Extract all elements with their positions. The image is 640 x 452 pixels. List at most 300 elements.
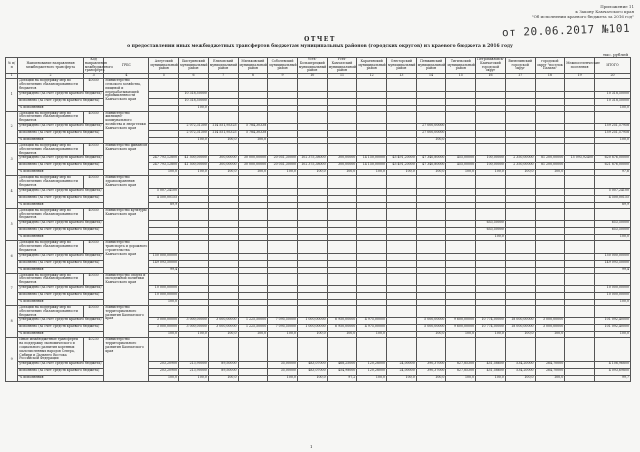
empty-cell xyxy=(268,143,298,155)
value-cell xyxy=(238,253,268,260)
value-cell: 10 774,00000 xyxy=(476,318,506,325)
value-cell: 5 000,00000 xyxy=(416,325,446,332)
value-cell xyxy=(208,98,238,105)
section-grbs: Министерство финансов Камчатского края xyxy=(104,143,149,175)
value-cell xyxy=(208,188,238,195)
row-label: исполнено (за счет средств краевого бюджета) xyxy=(18,369,104,376)
value-cell: 45 491,20000 xyxy=(387,163,417,170)
value-cell xyxy=(268,130,298,137)
empty-cell xyxy=(565,208,595,220)
value-cell xyxy=(327,130,357,137)
value-cell: 5 784,30338 xyxy=(238,123,268,130)
value-cell xyxy=(446,98,476,105)
value-cell xyxy=(149,130,179,137)
value-cell xyxy=(238,91,268,98)
value-cell: 3 000,00000 xyxy=(535,325,565,332)
value-cell xyxy=(268,188,298,195)
value-cell: 100,0 xyxy=(268,376,298,382)
value-cell xyxy=(565,91,595,98)
value-cell: 100,0 xyxy=(179,170,209,176)
appendix-line: Приложение 11 xyxy=(600,4,634,9)
empty-cell xyxy=(357,208,387,220)
empty-cell xyxy=(297,305,327,317)
row-label: % исполнения xyxy=(18,235,104,241)
value-cell xyxy=(446,228,476,235)
value-cell xyxy=(238,369,268,376)
value-cell xyxy=(357,130,387,137)
section-header-row xyxy=(6,111,631,123)
section-code: 40030 xyxy=(83,143,103,155)
empty-cell xyxy=(238,338,268,362)
empty-cell xyxy=(238,208,268,220)
section-number: 9 xyxy=(6,338,18,382)
empty-cell xyxy=(387,241,417,253)
value-cell xyxy=(238,188,268,195)
value-cell: 100,0 xyxy=(179,332,209,338)
value-cell xyxy=(535,130,565,137)
value-cell xyxy=(357,195,387,202)
value-cell xyxy=(565,195,595,202)
value-cell xyxy=(357,253,387,260)
empty-cell xyxy=(505,241,535,253)
section-number: 6 xyxy=(6,241,18,273)
value-cell: 100,0 xyxy=(476,376,506,382)
empty-cell xyxy=(297,176,327,188)
table-body xyxy=(6,79,631,382)
value-cell: 114 551,95325 xyxy=(208,123,238,130)
value-cell xyxy=(238,221,268,228)
value-cell xyxy=(179,195,209,202)
value-cell: 9 600,00000 xyxy=(446,325,476,332)
value-cell: 100,0 xyxy=(208,137,238,143)
value-cell: 300,00000 xyxy=(208,156,238,163)
section-header-row xyxy=(6,176,631,188)
value-cell: 7 095,50000 xyxy=(268,318,298,325)
value-cell: 100,0 xyxy=(476,332,506,338)
value-cell: 100,0 xyxy=(476,235,506,241)
row-label: % исполнения xyxy=(18,105,104,111)
value-cell xyxy=(327,253,357,260)
empty-cell xyxy=(149,208,179,220)
section-number: 3 xyxy=(6,143,18,175)
value-cell: 30 000,00000 xyxy=(238,156,268,163)
empty-cell xyxy=(208,273,238,285)
table-header-row xyxy=(6,58,631,74)
empty-cell xyxy=(238,273,268,285)
value-cell xyxy=(505,285,535,292)
column-number: 12 xyxy=(357,74,387,79)
column-number: 1 xyxy=(6,74,18,79)
value-cell xyxy=(268,221,298,228)
column-header: Алеутский муниципальный район xyxy=(149,58,179,74)
value-cell xyxy=(387,253,417,260)
empty-cell xyxy=(416,338,446,362)
value-cell xyxy=(416,188,446,195)
value-cell xyxy=(327,91,357,98)
value-cell xyxy=(505,195,535,202)
empty-cell xyxy=(179,143,209,155)
value-cell: 4 500,00155 xyxy=(149,195,179,202)
empty-cell xyxy=(446,273,476,285)
column-header: Усть-Камчатский муниципальный район xyxy=(328,57,356,73)
value-cell xyxy=(238,285,268,292)
empty-cell xyxy=(594,208,630,220)
value-cell xyxy=(268,123,298,130)
value-cell: 483,07000 xyxy=(297,369,327,376)
value-cell: 100,0 xyxy=(416,332,446,338)
row-label: % исполнения xyxy=(18,299,104,305)
column-number: 20 xyxy=(594,74,630,79)
empty-cell xyxy=(446,241,476,253)
value-cell: 2 072,31300 xyxy=(179,130,209,137)
empty-cell xyxy=(416,176,446,188)
empty-cell xyxy=(535,273,565,285)
section-name: Дотации на поддержку мер по обеспечению сбалансированности бюджетов xyxy=(18,79,84,91)
empty-cell xyxy=(416,241,446,253)
value-cell: 100,0 xyxy=(476,170,506,176)
empty-cell xyxy=(565,111,595,123)
value-cell: 10 318,50000 xyxy=(594,98,630,105)
value-cell: 100,0 xyxy=(594,299,630,305)
empty-cell xyxy=(387,111,417,123)
value-cell: 159 251,57958 xyxy=(594,123,630,130)
value-cell xyxy=(505,188,535,195)
value-cell: 264,70000 xyxy=(535,369,565,376)
value-cell: 10 000,00000 xyxy=(149,292,179,299)
table-row xyxy=(6,228,631,235)
value-cell xyxy=(297,221,327,228)
value-cell xyxy=(268,285,298,292)
value-cell xyxy=(149,228,179,235)
value-cell: 35,00000 xyxy=(268,362,298,369)
column-number: 19 xyxy=(565,74,595,79)
empty-cell xyxy=(297,208,327,220)
table-row xyxy=(6,376,631,382)
value-cell xyxy=(535,292,565,299)
value-cell xyxy=(565,362,595,369)
value-cell xyxy=(416,253,446,260)
value-cell: 47 340,80000 xyxy=(416,156,446,163)
value-cell xyxy=(327,285,357,292)
table-row xyxy=(6,123,631,130)
value-cell xyxy=(535,123,565,130)
value-cell: 653,50000 xyxy=(594,221,630,228)
value-cell: 390,37000 xyxy=(416,369,446,376)
value-cell: 1 000,00000 xyxy=(297,325,327,332)
section-grbs: Министерство спорта и молодежной политики Камчатского края xyxy=(104,273,149,305)
empty-cell xyxy=(357,79,387,91)
section-code: 40030 xyxy=(83,241,103,253)
empty-cell xyxy=(238,176,268,188)
value-cell xyxy=(505,221,535,228)
empty-cell xyxy=(594,111,630,123)
value-cell: 621 876,00000 xyxy=(594,163,630,170)
empty-cell xyxy=(357,143,387,155)
value-cell xyxy=(535,285,565,292)
empty-cell xyxy=(565,241,595,253)
value-cell: 6 950,00000 xyxy=(327,318,357,325)
row-label: утверждено (за счет средств краевого бюджета) xyxy=(18,188,104,195)
section-header-row xyxy=(6,273,631,285)
table-row xyxy=(6,98,631,105)
value-cell: 455,00000 xyxy=(446,163,476,170)
value-cell xyxy=(505,91,535,98)
value-cell: 24,00000 xyxy=(387,362,417,369)
empty-cell xyxy=(446,338,476,362)
empty-cell xyxy=(149,176,179,188)
appendix-line: "Об исполнении краевого бюджета за 2016 год" xyxy=(531,14,634,19)
value-cell xyxy=(238,362,268,369)
value-cell xyxy=(565,123,595,130)
section-number: 1 xyxy=(6,79,18,111)
appendix-note xyxy=(514,4,634,19)
table-row xyxy=(6,91,631,98)
section-name: Иные межбюджетные трансферты на поддержку экономического и социального развития коренных малочисленных народов Севера, Сибири и Дальнего Востока Российской Федерации xyxy=(18,338,84,362)
value-cell: 300,00000 xyxy=(327,163,357,170)
value-cell xyxy=(565,285,595,292)
empty-cell xyxy=(268,79,298,91)
value-cell: 4 975,00000 xyxy=(357,318,387,325)
empty-cell xyxy=(387,176,417,188)
value-cell: 653,50000 xyxy=(476,228,506,235)
value-cell xyxy=(565,98,595,105)
empty-cell xyxy=(594,176,630,188)
value-cell xyxy=(357,188,387,195)
value-cell: 100,0 xyxy=(297,332,327,338)
value-cell xyxy=(238,228,268,235)
value-cell: 100,0 xyxy=(594,235,630,241)
value-cell: 534,20000 xyxy=(505,369,535,376)
empty-cell xyxy=(416,111,446,123)
empty-cell xyxy=(297,273,327,285)
row-label: % исполнения xyxy=(18,170,104,176)
page-number: 1 xyxy=(310,444,313,449)
value-cell xyxy=(416,228,446,235)
empty-cell xyxy=(327,208,357,220)
empty-cell xyxy=(149,79,179,91)
value-cell: 99,4 xyxy=(594,267,630,273)
value-cell xyxy=(565,163,595,170)
value-cell: 7 095,50000 xyxy=(268,325,298,332)
section-number: 4 xyxy=(6,176,18,208)
value-cell xyxy=(179,221,209,228)
section-header-row xyxy=(6,241,631,253)
empty-cell xyxy=(238,305,268,317)
value-cell xyxy=(565,253,595,260)
value-cell: 100,0 xyxy=(535,332,565,338)
value-cell xyxy=(416,221,446,228)
value-cell: 100,0 xyxy=(416,376,446,382)
value-cell: 100,0 xyxy=(208,332,238,338)
value-cell xyxy=(446,91,476,98)
value-cell xyxy=(387,91,417,98)
empty-cell xyxy=(149,111,179,123)
column-number: 16 xyxy=(476,74,506,79)
value-cell xyxy=(446,292,476,299)
report-table xyxy=(5,57,631,382)
column-number: 9 xyxy=(268,74,298,79)
value-cell: 100,0 xyxy=(594,105,630,111)
empty-cell xyxy=(268,241,298,253)
value-cell: 102 375,38000 xyxy=(297,163,327,170)
empty-cell xyxy=(268,305,298,317)
value-cell: 1 000,00000 xyxy=(297,318,327,325)
empty-cell xyxy=(268,273,298,285)
value-cell: 2 072,31300 xyxy=(179,123,209,130)
value-cell: 3 000,00000 xyxy=(149,318,179,325)
empty-cell xyxy=(208,143,238,155)
value-cell: 89,9 xyxy=(149,202,179,208)
value-cell: 5 007,24100 xyxy=(149,188,179,195)
row-label: утверждено (за счет средств краевого бюджета) xyxy=(18,156,104,163)
empty-cell xyxy=(594,273,630,285)
value-cell: 99,7 xyxy=(594,376,630,382)
section-header-row xyxy=(6,338,631,362)
value-cell: 100,0 xyxy=(297,376,327,382)
value-cell: 100,0 xyxy=(179,137,209,143)
value-cell: 451,58600 xyxy=(476,369,506,376)
value-cell: 1 225,50000 xyxy=(238,318,268,325)
value-cell: 14 150,00000 xyxy=(357,163,387,170)
value-cell: 30 000,00000 xyxy=(238,163,268,170)
value-cell: 81 200,00000 xyxy=(535,163,565,170)
section-number: 5 xyxy=(6,208,18,240)
value-cell xyxy=(297,228,327,235)
column-number: 7 xyxy=(208,74,238,79)
value-cell xyxy=(535,260,565,267)
value-cell: 35,00000 xyxy=(268,369,298,376)
empty-cell xyxy=(387,79,417,91)
table-row xyxy=(6,188,631,195)
empty-cell xyxy=(535,143,565,155)
empty-cell xyxy=(505,338,535,362)
value-cell xyxy=(387,130,417,137)
value-cell xyxy=(327,188,357,195)
value-cell: 41 500,00000 xyxy=(179,156,209,163)
column-header: Быстринский муниципальный район xyxy=(179,58,209,74)
value-cell: 4 106,96800 xyxy=(594,362,630,369)
empty-cell xyxy=(565,338,595,362)
column-header: Код направления межбюджетного трансферта xyxy=(84,57,114,73)
value-cell xyxy=(327,221,357,228)
value-cell: 390,37000 xyxy=(416,362,446,369)
unit-label: тыс. рублей xyxy=(602,52,628,57)
document-title: ОТЧЕТ xyxy=(304,36,336,43)
value-cell xyxy=(476,123,506,130)
empty-cell xyxy=(565,79,595,91)
value-cell: 10 000,00000 xyxy=(594,292,630,299)
value-cell xyxy=(268,98,298,105)
value-cell xyxy=(565,130,595,137)
column-header: Мильковский муниципальный район xyxy=(238,58,268,74)
value-cell xyxy=(416,260,446,267)
empty-cell xyxy=(565,273,595,285)
value-cell: 20 051,30000 xyxy=(268,156,298,163)
empty-cell xyxy=(387,208,417,220)
value-cell: 10 318,50000 xyxy=(179,98,209,105)
value-cell xyxy=(357,123,387,130)
value-cell xyxy=(357,91,387,98)
section-header-row xyxy=(6,305,631,317)
section-code: 40030 xyxy=(83,176,103,188)
value-cell: 100,0 xyxy=(446,332,476,338)
value-cell: 120,28000 xyxy=(357,369,387,376)
value-cell xyxy=(208,91,238,98)
empty-cell xyxy=(208,208,238,220)
value-cell xyxy=(505,292,535,299)
value-cell xyxy=(268,292,298,299)
value-cell: 97,2 xyxy=(327,376,357,382)
empty-cell xyxy=(476,273,506,285)
column-header: Вилючинский городской округ xyxy=(505,58,535,74)
value-cell xyxy=(387,188,417,195)
value-cell xyxy=(505,253,535,260)
value-cell xyxy=(208,221,238,228)
row-label: % исполнения xyxy=(18,267,104,273)
value-cell xyxy=(446,123,476,130)
value-cell: 300,00000 xyxy=(208,163,238,170)
value-cell xyxy=(505,228,535,235)
value-cell: 149 093,50000 xyxy=(594,260,630,267)
empty-cell xyxy=(179,273,209,285)
value-cell xyxy=(387,98,417,105)
value-cell xyxy=(476,98,506,105)
value-cell: 100,0 xyxy=(446,376,476,382)
empty-cell xyxy=(327,273,357,285)
value-cell xyxy=(268,228,298,235)
value-cell xyxy=(446,253,476,260)
value-cell xyxy=(565,260,595,267)
column-header: Тигильский муниципальный район xyxy=(446,58,476,74)
column-header: Петропавловск-Камчатский городской округ xyxy=(477,57,504,73)
empty-cell xyxy=(268,208,298,220)
empty-cell xyxy=(297,241,327,253)
row-label: утверждено (за счет средств краевого бюджета) xyxy=(18,123,104,130)
row-label: исполнено (за счет средств краевого бюджета) xyxy=(18,260,104,267)
value-cell: 100,0 xyxy=(268,332,298,338)
empty-cell xyxy=(268,338,298,362)
empty-cell xyxy=(535,176,565,188)
value-cell xyxy=(208,228,238,235)
value-cell xyxy=(387,260,417,267)
value-cell xyxy=(297,253,327,260)
empty-cell xyxy=(357,273,387,285)
value-cell: 3 000,00000 xyxy=(208,318,238,325)
value-cell: 483,07000 xyxy=(297,362,327,369)
value-cell: 5 007,24100 xyxy=(594,188,630,195)
empty-cell xyxy=(149,241,179,253)
section-header-row xyxy=(6,143,631,155)
value-cell: 150 000,00000 xyxy=(149,253,179,260)
row-label: утверждено (за счет средств краевого бюджета) xyxy=(18,285,104,292)
value-cell: 15 093,92400 xyxy=(565,156,595,163)
value-cell: 100,0 xyxy=(357,376,387,382)
row-label: исполнено (за счет средств краевого бюджета) xyxy=(18,292,104,299)
value-cell xyxy=(476,188,506,195)
empty-cell xyxy=(446,208,476,220)
value-cell xyxy=(535,221,565,228)
value-cell xyxy=(208,195,238,202)
column-number: 8 xyxy=(238,74,268,79)
value-cell: 3 000,00000 xyxy=(179,325,209,332)
empty-cell xyxy=(357,338,387,362)
empty-cell xyxy=(238,143,268,155)
value-cell xyxy=(179,188,209,195)
section-code: 40030 xyxy=(83,111,103,123)
value-cell: 100,0 xyxy=(327,332,357,338)
value-cell xyxy=(357,98,387,105)
empty-cell xyxy=(416,305,446,317)
